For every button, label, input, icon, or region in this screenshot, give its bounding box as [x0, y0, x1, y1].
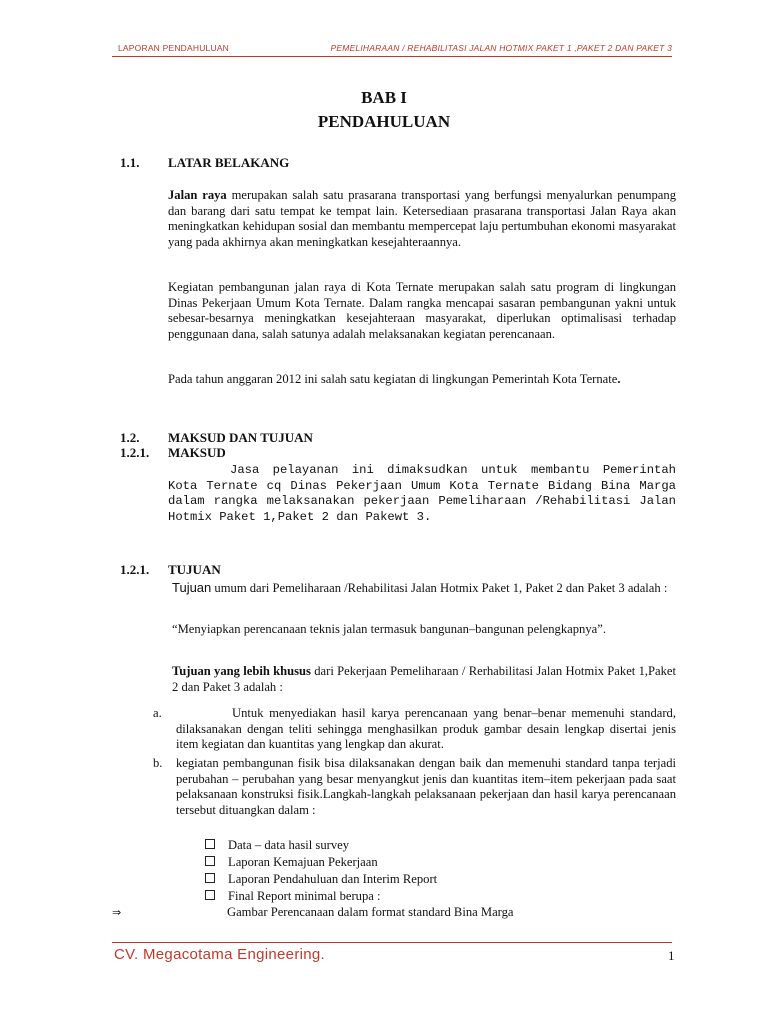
list-marker-b: b.: [153, 756, 163, 770]
subsection-tujuan-heading: [120, 562, 221, 578]
chapter-title: BAB I: [361, 88, 407, 107]
section-1-2-heading: [120, 430, 313, 446]
bold-term: Jalan raya: [168, 188, 227, 202]
paragraph-text: dari Pekerjaan Pemeliharaan / Rerhabilitasi Jalan Hotmix Paket 1,Paket 2 dan Paket 3 adalah :: [172, 664, 677, 694]
paragraph-maksud: Jasa pelayanan ini dimaksudkan untuk membantu Pemerintah Kota Ternate cq Dinas Pekerjaan Umum Kota Ternate Bidang Bina Marga dalam rangka melaksanakan pekerjaan Pemeliharaan /Rehabilitasi Jalan Hotmix Paket 1,Paket 2 dan Pakewt 3.: [168, 463, 676, 524]
bullet-item: Final Report minimal berupa :: [205, 889, 381, 905]
subsection-maksud-heading: [120, 445, 226, 461]
square-bullet-icon: [205, 890, 215, 900]
section-title: LATAR BELAKANG: [168, 155, 290, 170]
paragraph-text: Pada tahun anggaran 2012 ini salah satu kegiatan di lingkungan Pemerintah Kota Ternate: [168, 372, 618, 386]
list-marker-a: a.: [153, 706, 162, 720]
page-number: 1: [668, 948, 675, 963]
paragraph-quote: “Menyiapkan perencanaan teknis jalan termasuk bangunan–bangunan pelengkapnya”.: [172, 622, 606, 636]
bullet-item: Laporan Pendahuluan dan Interim Report: [205, 872, 437, 888]
footer-divider: [112, 942, 672, 943]
paragraph-text: umum dari Pemeliharaan /Rehabilitasi Jalan Hotmix Paket 1, Paket 2 dan Paket 3 adalah :: [211, 581, 668, 595]
section-title: MAKSUD: [168, 445, 226, 460]
section-number: 1.2.: [120, 430, 140, 445]
footer-company: CV. Megacotama Engineering.: [114, 946, 326, 963]
header-divider: [112, 56, 672, 57]
paragraph-text: merupakan salah satu prasarana transportasi yang berfungsi menyalurkan penumpang dan barang dari satu tempat ke tempat lain. Ketersediaan prasarana transportasi Jalan Raya akan meningkatkan kehidupan sosial dan membantu mempercepat laju pertumbuhan ekonomi masyarakat yang pada akhirnya akan meningkatkan kesejahteraannya.: [168, 188, 676, 249]
period: .: [617, 372, 621, 386]
bullet-item: Data – data hasil survey: [205, 838, 349, 854]
paragraph-tujuan-umum: [172, 580, 676, 597]
arrow-icon: ⇒: [112, 907, 122, 919]
section-number: 1.1.: [120, 155, 140, 170]
arrow-item-text: Gambar Perencanaan dalam format standard Bina Marga: [227, 905, 514, 919]
paragraph-tujuan-khusus: [172, 664, 676, 695]
paragraph-latar-2: Kegiatan pembangunan jalan raya di Kota Ternate merupakan salah satu program di lingkungan Dinas Pekerjaan Umum Kota Ternate. Dalam rangka mencapai sasaran pembangunan yakni untuk sebesar-besarnya meningkatkan kesejahteraan masyarakat, diperlukan optimalisasi terhadap penggunaan dana, salah satunya adalah melaksanakan kegiatan perencanaan.: [168, 280, 676, 341]
section-number: 1.2.1.: [120, 562, 150, 577]
list-item-b: kegiatan pembangunan fisik bisa dilaksanakan dengan baik dan memenuhi standard tanpa terjadi perubahan – perubahan yang besar menyangkut jenis dan kuantitas item–item pekerjaan pada saat pelaksanaan konstruksi fisik.Langkah-langkah pelaksanaan pekerjaan dan hasil karya perencanaan tersebut dituangkan dalam :: [176, 756, 676, 817]
list-item-a: Untuk menyediakan hasil karya perencanaan yang benar–benar memenuhi standard, dilaksanakan dengan teliti sehingga menghasilkan produk gambar desain lengkap disertai jenis item kegiatan dan kuantitas yang lengkap dan akurat.: [176, 706, 676, 752]
tujuan-word: Tujuan: [172, 580, 212, 595]
section-title: TUJUAN: [168, 562, 221, 577]
paragraph-latar-1: [168, 188, 676, 250]
chapter-subtitle: PENDAHULUAN: [317, 112, 451, 131]
square-bullet-icon: [205, 873, 215, 883]
bullet-item: Laporan Kemajuan Pekerjaan: [205, 855, 378, 871]
bold-term: Tujuan yang lebih khusus: [172, 664, 311, 678]
paragraph-latar-3: [168, 372, 676, 388]
section-title: MAKSUD DAN TUJUAN: [168, 430, 313, 445]
square-bullet-icon: [205, 839, 215, 849]
header-left: LAPORAN PENDAHULUAN: [118, 43, 230, 53]
square-bullet-icon: [205, 856, 215, 866]
section-number: 1.2.1.: [120, 445, 150, 460]
header-right: PEMELIHARAAN / REHABILITASI JALAN HOTMIX PAKET 1 ,PAKET 2 DAN PAKET 3: [330, 43, 672, 53]
section-1-1-heading: [120, 155, 289, 171]
